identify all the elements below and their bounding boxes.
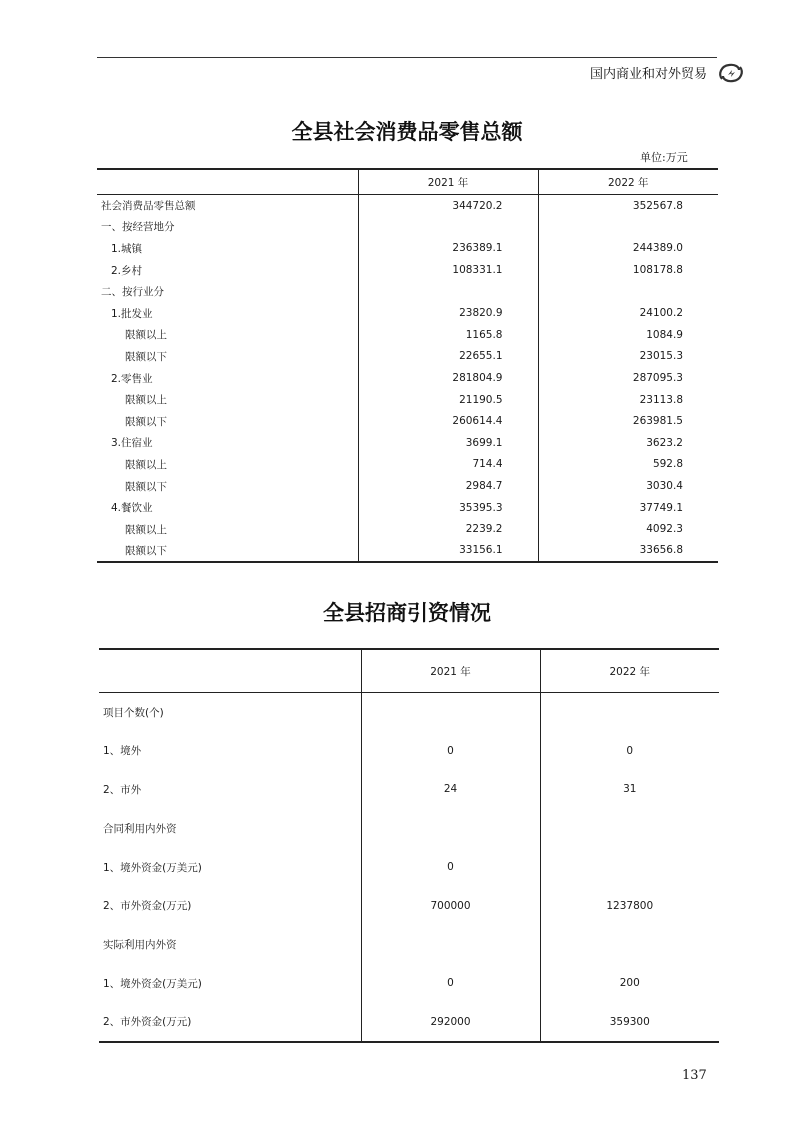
value-2021: 33156.1 [358, 540, 538, 562]
value-2021: 0 [361, 731, 540, 770]
table-row [97, 302, 718, 324]
row-label: 限额以下 [125, 350, 167, 363]
row-label: 3.住宿业 [111, 437, 153, 450]
value-2022: 33656.8 [538, 540, 718, 562]
row-label: 限额以上 [125, 523, 167, 536]
row-label: 限额以下 [125, 415, 167, 428]
row-label: 1、境外资金(万美元) [103, 861, 202, 874]
investment-table [99, 648, 719, 1043]
row-label: 2、市外资金(万元) [103, 900, 192, 913]
row-label: 限额以下 [97, 540, 358, 562]
table-row [97, 497, 718, 519]
value-2022: 200 [540, 964, 719, 1003]
table-row [97, 389, 718, 411]
header-cell-2022: 2022 年 [538, 169, 718, 195]
value-2022: 352567.8 [538, 195, 718, 217]
value-2022: 3623.2 [538, 432, 718, 454]
value-2022: 0 [540, 731, 719, 770]
table-row [97, 410, 718, 432]
retail-unit-label: 单位:万元 [640, 151, 688, 164]
row-label: 1、境外 [103, 745, 142, 758]
value-2021 [361, 925, 540, 964]
value-2022 [540, 925, 719, 964]
table-row [99, 886, 719, 925]
row-label: 项目个数(个) [103, 706, 164, 719]
row-label: 1.城镇 [111, 242, 143, 255]
value-2022: 1237800 [540, 886, 719, 925]
value-2021: 3699.1 [358, 432, 538, 454]
page-number: 137 [682, 1068, 707, 1083]
table-row [97, 518, 718, 540]
table-row [97, 432, 718, 454]
header-rule [97, 57, 717, 58]
value-2022: 108178.8 [538, 259, 718, 281]
value-2021: 23820.9 [358, 302, 538, 324]
value-2021 [361, 809, 540, 848]
value-2022: 23113.8 [538, 389, 718, 411]
value-2021: 281804.9 [358, 367, 538, 389]
table-header-row [99, 649, 719, 693]
value-2021: 108331.1 [358, 259, 538, 281]
value-2022: 359300 [540, 1003, 719, 1042]
value-2021: 700000 [361, 886, 540, 925]
value-2021: 714.4 [358, 454, 538, 476]
value-2021: 1165.8 [358, 324, 538, 346]
value-2022: 592.8 [538, 454, 718, 476]
value-2022: 37749.1 [538, 497, 718, 519]
value-2021: 0 [361, 964, 540, 1003]
table-row [99, 731, 719, 770]
value-2022: 1084.9 [538, 324, 718, 346]
table-row [99, 1003, 719, 1042]
retail-sales-table [97, 168, 718, 563]
row-label: 限额以上 [125, 394, 167, 407]
header-cell-2022: 2022 年 [540, 649, 719, 693]
value-2021: 0 [361, 848, 540, 887]
value-2022 [540, 693, 719, 732]
table-header-row [97, 169, 718, 195]
row-label: 社会消费品零售总额 [101, 200, 196, 213]
row-label: 1.批发业 [111, 307, 153, 320]
value-2021: 344720.2 [358, 195, 538, 217]
value-2021: 236389.1 [358, 238, 538, 260]
table-row [97, 367, 718, 389]
table-row [97, 475, 718, 497]
value-2022 [538, 281, 718, 303]
row-label: 2、市外 [103, 783, 142, 796]
value-2022 [538, 216, 718, 238]
table-row [97, 540, 718, 562]
retail-table-title: 全县社会消费品零售总额 [291, 119, 523, 144]
value-2022 [540, 809, 719, 848]
row-label: 2.乡村 [111, 264, 143, 277]
row-label: 实际利用内外资 [103, 939, 177, 952]
row-label: 一、按经营地分 [101, 221, 175, 234]
value-2021: 22655.1 [358, 346, 538, 368]
value-2022: 4092.3 [538, 518, 718, 540]
value-2021: 292000 [361, 1003, 540, 1042]
value-2021: 21190.5 [358, 389, 538, 411]
row-label: 二、按行业分 [101, 286, 164, 299]
table-row [99, 770, 719, 809]
row-label: 1、境外资金(万美元) [103, 977, 202, 990]
table-row [99, 848, 719, 887]
header-cell [97, 169, 358, 195]
value-2021: 2984.7 [358, 475, 538, 497]
investment-table-title: 全县招商引资情况 [323, 600, 491, 625]
value-2022: 263981.5 [538, 410, 718, 432]
header-cell-2021: 2021 年 [358, 169, 538, 195]
value-2022 [540, 848, 719, 887]
value-2022: 3030.4 [538, 475, 718, 497]
table-row [99, 925, 719, 964]
row-label: 2.零售业 [111, 372, 153, 385]
table-row [99, 809, 719, 848]
value-2021 [358, 216, 538, 238]
table-row [99, 693, 719, 732]
value-2021: 2239.2 [358, 518, 538, 540]
table-row [99, 964, 719, 1003]
row-label: 合同利用内外资 [103, 822, 177, 835]
value-2021 [361, 693, 540, 732]
value-2021: 260614.4 [358, 410, 538, 432]
header-cell [99, 649, 361, 693]
row-label: 2、市外资金(万元) [99, 1003, 361, 1042]
table-row [97, 216, 718, 238]
value-2021: 24 [361, 770, 540, 809]
value-2022: 23015.3 [538, 346, 718, 368]
row-label: 限额以下 [125, 480, 167, 493]
header-cell-2021: 2021 年 [361, 649, 540, 693]
value-2022: 287095.3 [538, 367, 718, 389]
table-row [97, 346, 718, 368]
table-row [97, 281, 718, 303]
row-label: 限额以上 [125, 329, 167, 342]
section-title: 国内商业和对外贸易 [590, 67, 708, 82]
table-row [97, 238, 718, 260]
table-row [97, 259, 718, 281]
table-row [97, 324, 718, 346]
value-2022: 24100.2 [538, 302, 718, 324]
table-row [97, 195, 718, 217]
value-2021 [358, 281, 538, 303]
value-2022: 244389.0 [538, 238, 718, 260]
table-row [97, 454, 718, 476]
swirl-logo-icon [716, 62, 746, 84]
value-2021: 35395.3 [358, 497, 538, 519]
row-label: 4.餐饮业 [111, 502, 153, 515]
row-label: 限额以上 [125, 458, 167, 471]
value-2022: 31 [540, 770, 719, 809]
